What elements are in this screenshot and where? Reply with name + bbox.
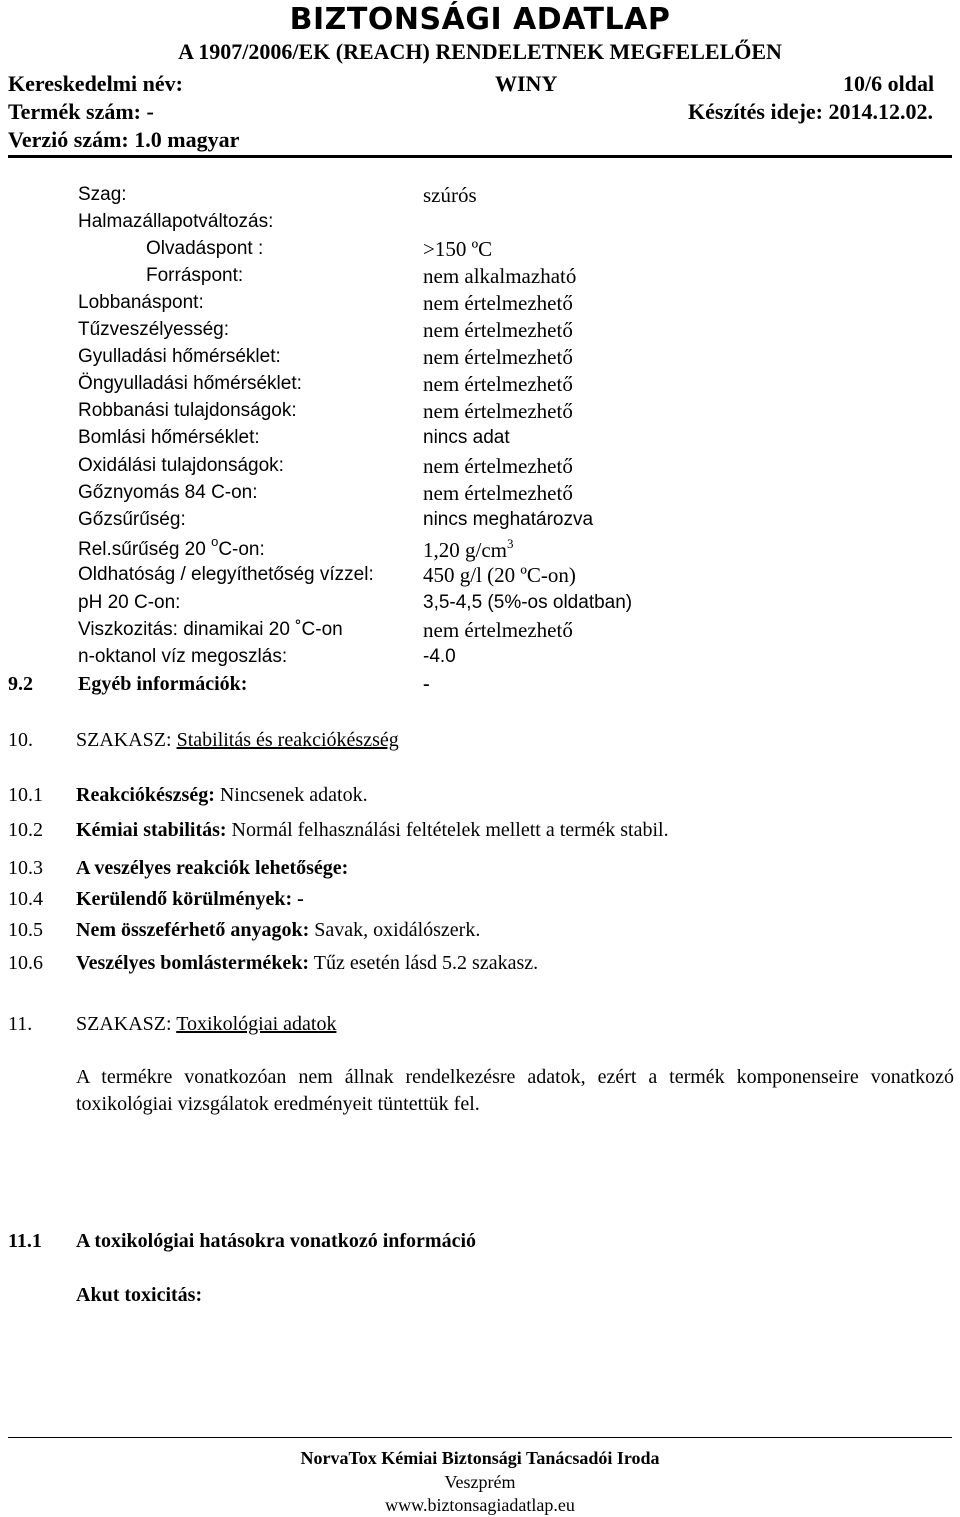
prop-value: nem értelmezhető (423, 318, 573, 342)
prop-value: nem értelmezhető (423, 481, 573, 505)
version-number: Verzió szám: 1.0 magyar (8, 127, 240, 152)
prop-value: nincs meghatározva (423, 509, 594, 530)
prop-value: nincs adat (423, 427, 510, 448)
prop-label: Gőzsűrűség: (78, 509, 186, 530)
prop-value: szúrós (423, 183, 477, 207)
prop-label: Viszkozitás: dinamikai 20 ˚C-on (78, 619, 343, 640)
document-title: BIZTONSÁGI ADATLAP (289, 2, 671, 37)
subsection-number: 10.3 (8, 857, 43, 879)
section-number: 9.2 (8, 673, 33, 695)
page-number: 10/6 oldal (843, 71, 935, 96)
toxicology-info-heading: A toxikológiai hatásokra vonatkozó információ (76, 1230, 477, 1252)
subsection-line: Reakciókészség: Nincsenek adatok. (76, 784, 368, 806)
prop-value: nem értelmezhető (423, 618, 573, 642)
prop-label: Forráspont: (146, 265, 244, 286)
prop-value: 1,20 $g/cm^3$ (423, 536, 514, 562)
subsection-number: 10.1 (8, 784, 43, 806)
prop-label: Öngyulladási hőmérséklet: (78, 373, 302, 394)
subsection-number: 10.2 (8, 819, 43, 841)
product-number: Termék szám: - (8, 99, 154, 124)
prop-label: Szag: (78, 184, 127, 205)
prop-label: Gyulladási hőmérséklet: (78, 346, 281, 367)
prop-value: nem értelmezhető (423, 291, 573, 315)
document-subtitle: A 1907/2006/EK (REACH) RENDELETNEK MEGFELELŐEN (178, 39, 782, 64)
subsection-line: Nem összeférhető anyagok: Savak, oxidálószerk. (76, 919, 481, 941)
prop-label: pH 20 C-on: (78, 592, 181, 613)
subsection-line: Kerülendő körülmények: - (76, 888, 304, 910)
footer-rule (8, 1437, 952, 1438)
prop-value: 450 g/l (20 ºC-on) (423, 563, 576, 587)
prop-value: 3,5-4,5 (5%-os oldatban) (423, 592, 633, 613)
prop-label: Olvadáspont : (146, 238, 264, 259)
prop-value: nem értelmezhető (423, 454, 573, 478)
toxicology-paragraph: A termékre vonatkozóan nem állnak rendelkezésre adatok, ezért a termék komponenseire vonatkozó toxikológiai vizsgálatok eredményeit tüntettük fel. (76, 1066, 954, 1115)
prop-value: nem alkalmazható (423, 264, 577, 288)
prop-label: n-oktanol víz megoszlás: (78, 646, 288, 667)
prop-label: Lobbanáspont: (78, 292, 204, 313)
prop-value: nem értelmezhető (423, 345, 573, 369)
prop-label: Robbanási tulajdonságok: (78, 400, 297, 421)
prop-value: nem értelmezhető (423, 399, 573, 423)
subsection-number: 10.5 (8, 919, 43, 941)
header-rule (8, 155, 952, 158)
footer-city: Veszprém (444, 1472, 516, 1492)
prop-label: Bomlási hőmérséklet: (78, 427, 260, 448)
subsection-line: A veszélyes reakciók lehetősége: (76, 857, 349, 879)
subsection-line: Kémiai stabilitás: Normál felhasználási feltételek mellett a termék stabil. (76, 819, 669, 841)
section-number: 10. (8, 729, 33, 751)
other-info-value: - (423, 673, 430, 695)
prop-value: nem értelmezhető (423, 372, 573, 396)
prop-label: Gőznyomás 84 C-on: (78, 482, 258, 503)
other-info-label: Egyéb információk: (78, 673, 248, 695)
trade-name-value: WINY (495, 71, 558, 96)
prop-label: Oxidálási tulajdonságok: (78, 455, 284, 476)
prop-label: Halmazállapotváltozás: (78, 211, 274, 232)
footer-website: www.biztonsagiadatlap.eu (385, 1495, 575, 1515)
subsection-number: 10.4 (8, 888, 43, 910)
section-10-heading: SZAKASZ: Stabilitás és reakciókészség (76, 729, 399, 751)
section-11-heading: SZAKASZ: Toxikológiai adatok (76, 1013, 337, 1035)
footer-organization: NorvaTox Kémiai Biztonsági Tanácsadói Iroda (300, 1448, 660, 1468)
trade-name-label: Kereskedelmi név: (8, 71, 183, 96)
prop-label: Oldhatóság / elegyíthetőség vízzel: (78, 564, 374, 585)
prepared-date: Készítés ideje: 2014.12.02. (688, 99, 933, 124)
prop-label: Rel.sűrűség 20 $^o$C-on: (78, 534, 265, 560)
subsection-number: 10.6 (8, 952, 43, 974)
section-number: 11. (8, 1013, 33, 1035)
prop-label: Tűzveszélyesség: (78, 319, 230, 340)
acute-toxicity-heading: Akut toxicitás: (76, 1284, 203, 1306)
subsection-number: 11.1 (8, 1230, 42, 1252)
subsection-line: Veszélyes bomlástermékek: Tűz esetén lásd 5.2 szakasz. (76, 952, 539, 974)
prop-value: -4.0 (423, 646, 456, 667)
prop-value: >150 ºC (423, 237, 493, 261)
